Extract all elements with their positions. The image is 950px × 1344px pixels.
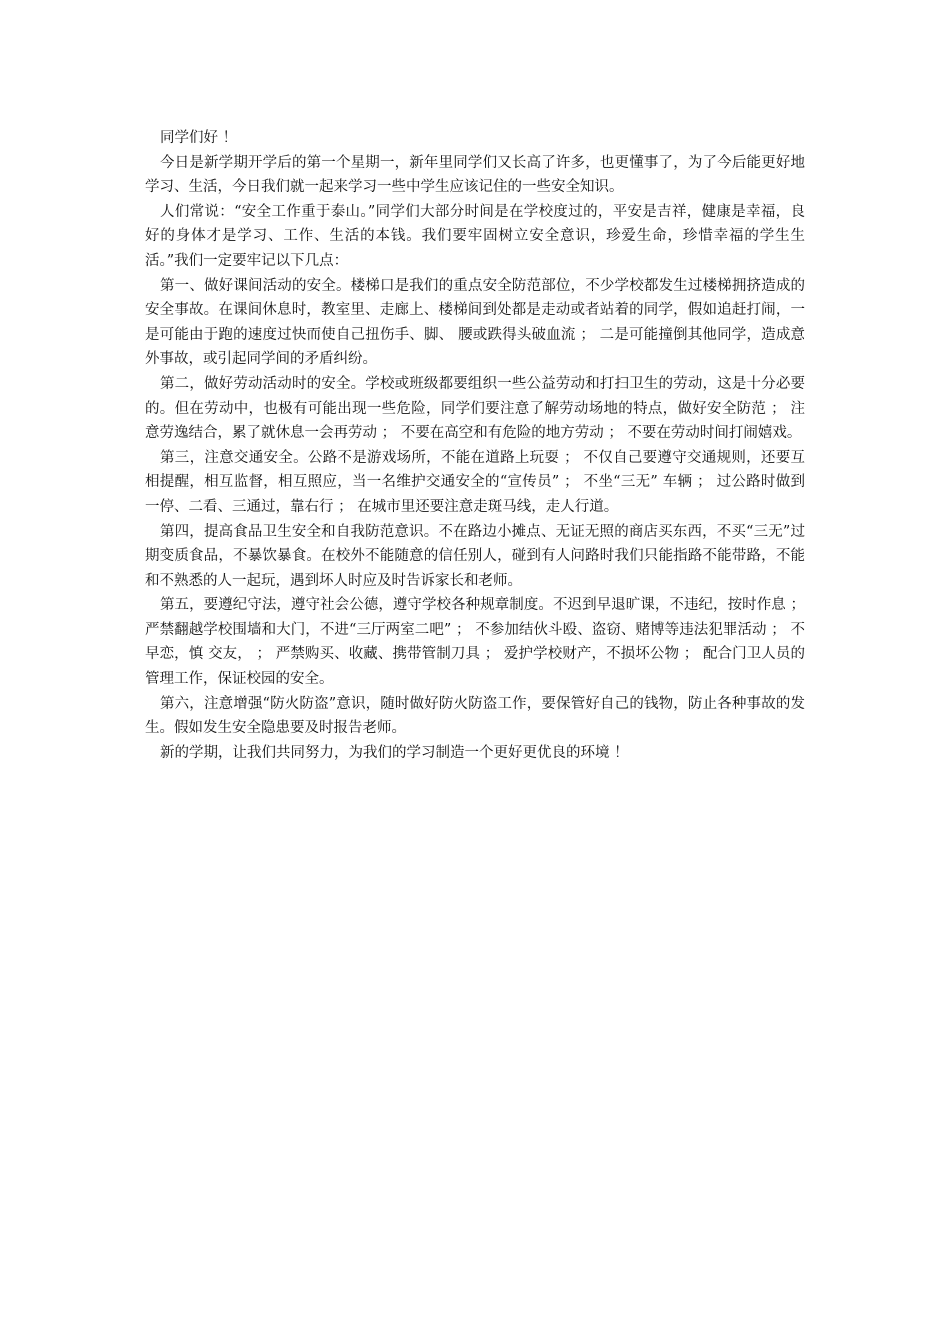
safety-importance-paragraph: 人们常说：“安全工作重于泰山。”同学们大部分时间是在学校度过的，平安是吉祥，健康是幸福，良好的身体才是学习、工作、生活的本钱。我们要牢固树立安全意识，珍爱生命，珍惜幸福的学生生活。”我们一定要牢记以下几点： [145,203,805,269]
point-four-paragraph: 第四，提高食品卫生安全和自我防范意识。不在路边小摊点、无证无照的商店买东西，不买“三无”过期变质食品，不暴饮暴食。在校外不能随意的信任别人，碰到有人问路时我们只能指路不能带路，不能和不熟悉的人一起玩，遇到坏人时应及时告诉家长和老师。 [145,523,805,589]
greeting-paragraph: 同学们好 ！ [160,130,238,146]
intro-paragraph: 今日是新学期开学后的第一个星期一，新年里同学们又长高了许多，也更懂事了，为了今后能更好地学习、生活，今日我们就一起来学习一些中学生应该记住的一些安全知识。 [145,154,805,196]
document-body [145,126,805,765]
closing-paragraph: 新的学期，让我们共同努力，为我们的学习制造一个更好更优良的环境 ！ [160,744,629,761]
point-three-paragraph: 第三，注意交通安全。公路不是游戏场所，不能在道路上玩耍 ； 不仅自己要遵守交通规则，还要互相提醒，相互监督，相互照应，当一名维护交通安全的“宣传员” ； 不坐“三无” 车辆 ； 过公路时做到一停、二看、三通过，靠右行 ； 在城市里还要注意走斑马线，走人行道。 [145,449,805,515]
point-five-paragraph: 第五，要遵纪守法，遵守社会公德，遵守学校各种规章制度。不迟到早退旷课，不违纪，按时作息 ； 严禁翻越学校围墙和大门，不进“三厅两室二吧” ； 不参加结伙斗殴、盗窃、赌博等违法犯罪活动 ； 不早恋，慎 交友， ； 严禁购买、收藏、携带管制刀具 ； 爱护学校财产，不损坏公物 ； 配合门卫人员的管理工作，保证校园的安全。 [145,597,805,688]
point-six-paragraph: 第六，注意增强“防火防盗”意识，随时做好防火防盗工作，要保管好自己的钱物，防止各种事故的发生。假如发生安全隐患要及时报告老师。 [145,695,805,737]
point-one-paragraph: 第一、做好课间活动的安全。楼梯口是我们的重点安全防范部位，不少学校都发生过楼梯拥挤造成的安全事故。在课间休息时，教室里、走廊上、楼梯间到处都是走动或者站着的同学，假如追赶打闹，一是可能由于跑的速度过快而使自己扭伤手、脚、 腰或跌得头破血流 ； 二是可能撞倒其他同学，造成意外事故，或引起同学间的矛盾纠纷。 [145,277,805,368]
point-two-paragraph: 第二，做好劳动活动时的安全。学校或班级都要组织一些公益劳动和打扫卫生的劳动，这是十分必要的。但在劳动中，也极有可能出现一些危险，同学们要注意了解劳动场地的特点，做好安全防范 ； 注意劳逸结合，累了就休息一会再劳动 ； 不要在高空和有危险的地方劳动 ； 不要在劳动时间打闹嬉戏。 [145,375,805,442]
